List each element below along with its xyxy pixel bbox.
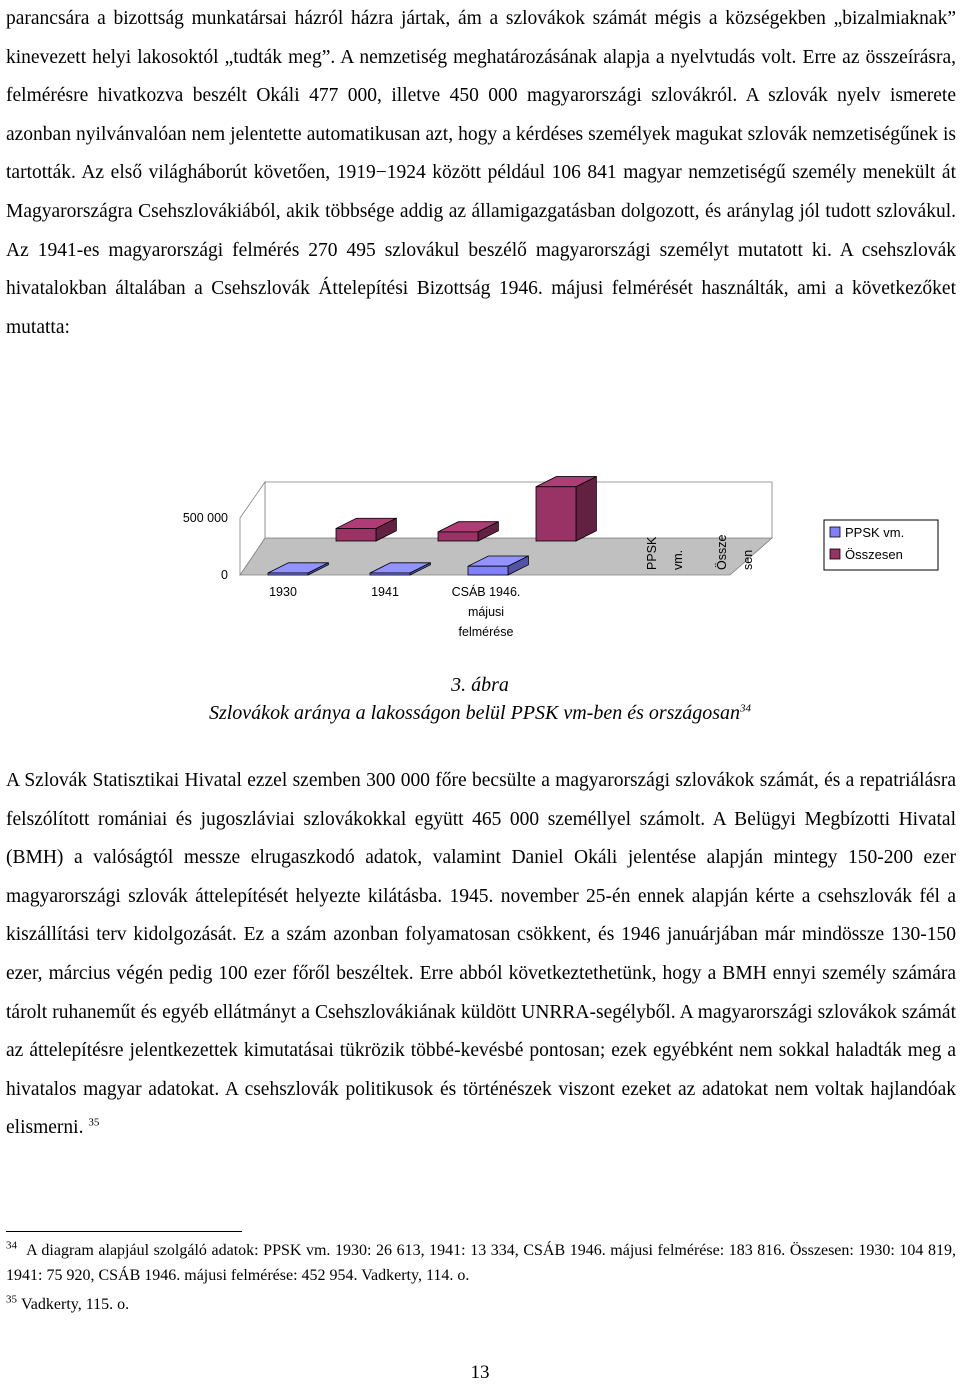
body-paragraph-2-text: A Szlovák Statisztikai Hivatal ezzel szemben 300 000 főre becsülte a magyarországi szlovákok számát, és a repatriálásra felszólított romániai és jugoszláviai szlovákokkal együtt 465 000 személlyel számolt. A Belügyi Megbízotti Hivatal (BMH) a valóságtól messze elrugaszkodó adatok, valamint Daniel Okáli jelentése alapján mintegy 150-200 ezer magyarországi szlovák áttelepítését helyezte kilátásba. 1945. november 25-én ennek alapján kérte a csehszlovák fél a kiszállítási terv kidolgozását. Ez a szám azonban folyamatosan csökkent, és 1946 januárjában már mindössze 130-150 ezer, március végén pedig 100 ezer főről beszéltek. Erre abból következtethetünk, hogy a BMH ennyi személy számára tárolt ruhaneműt és egyéb ellátmányt a Csehszlovákiának küldött UNRRA-segélyből. A magyarországi szlovákok számát az áttelepítésre jelentkezettek kimutatásai tükrözik többé-kevésbé pontosan; ezek egyébként nem sokkal haladták meg a hivatalos magyar adatokat. A csehszlovák politikusok és történészek viszont ezeket az adatokat nem voltak hajlandóak elismerni. xyxy=(6,770,956,1139)
footnote-34-text: A diagram alapjául szolgáló adatok: PPSK vm. 1930: 26 613, 1941: 13 334, CSÁB 1946. májusi felmérése: 183 816. Összesen: 1930: 104 819, 1941: 75 920, CSÁB 1946. májusi felmérése: 452 954. Vadkerty, 114. o. xyxy=(6,1242,957,1284)
footnote-separator xyxy=(6,1231,242,1232)
footnote-34 xyxy=(6,1238,956,1288)
x-tick-label: CSÁB 1946. xyxy=(451,585,521,599)
chart-legend xyxy=(824,520,938,570)
series-axis-label: sen xyxy=(741,549,755,570)
legend-swatch xyxy=(830,549,840,559)
y-tick-label: 0 xyxy=(221,568,228,582)
bar-front xyxy=(468,566,508,575)
body-paragraph-2 xyxy=(6,762,956,1148)
series-axis-label: Össze xyxy=(715,534,729,570)
series-axis-label: PPSK xyxy=(645,536,659,570)
bar-front xyxy=(336,528,376,541)
footnote-ref-34: 34 xyxy=(740,702,752,715)
legend-swatch xyxy=(830,527,840,537)
figure-number: 3. ábra xyxy=(451,674,509,696)
bar-front xyxy=(438,532,478,541)
bar-front xyxy=(536,487,576,541)
figure-title-text: Szlovákok aránya a lakosságon belül PPSK vm-ben és országosan xyxy=(208,702,741,724)
footnote-ref-35: 35 xyxy=(88,1116,100,1129)
legend-label: PPSK vm. xyxy=(845,525,905,540)
bar-front xyxy=(370,573,410,575)
footnote-mark-35: 35 xyxy=(6,1293,17,1306)
bar-chart-3d xyxy=(160,478,905,648)
bar-sszesen-2 xyxy=(536,477,596,541)
body-paragraph-1: parancsára a bizottság munkatársai házról házra jártak, ám a szlovákok számát mégis a községekben „bizalmiaknak” kinevezett helyi lakosoktól „tudták meg”. A nemzetiség meghatározásának alapja a nyelvtudás volt. Erre az összeírásra, felmérésre hivatkozva beszélt Okáli 477 000, illetve 450 000 magyarországi szlovákról. A szlovák nyelv ismerete azonban nyilvánvalóan nem jelentette automatikusan azt, hogy a kérdéses személyek magukat szlovák nemzetiségűnek is tartották. Az első világháborút követően, 1919−1924 között például 106 841 magyar nemzetiségű személy menekült át Magyarországra Csehszlovákiából, akik többsége addig az államigazgatásban dolgozott, és aránylag jól tudott szlovákul. Az 1941-es magyarországi felmérés 270 495 szlovákul beszélő magyarországi személyt mutatott ki. A csehszlovák hivatalokban általában a Csehszlovák Áttelepítési Bizottság 1946. májusi felmérését használták, ami a következőket mutatta: xyxy=(6,8,956,338)
footnote-35 xyxy=(6,1292,956,1317)
bar-side xyxy=(576,477,596,541)
footnote-mark-34: 34 xyxy=(6,1239,17,1252)
legend-label: Összesen xyxy=(845,547,903,562)
page-number: 13 xyxy=(470,1362,490,1383)
x-tick-label: 1930 xyxy=(269,585,297,599)
y-tick-label: 500 000 xyxy=(182,511,228,525)
figure-title xyxy=(0,702,960,725)
x-tick-label: 1941 xyxy=(371,585,399,599)
series-axis-label: vm. xyxy=(671,549,685,570)
bar-front xyxy=(268,573,308,575)
x-tick-label: felmérése xyxy=(458,625,514,639)
footnote-35-text: Vadkerty, 115. o. xyxy=(21,1296,130,1313)
x-tick-label: májusi xyxy=(467,605,505,619)
